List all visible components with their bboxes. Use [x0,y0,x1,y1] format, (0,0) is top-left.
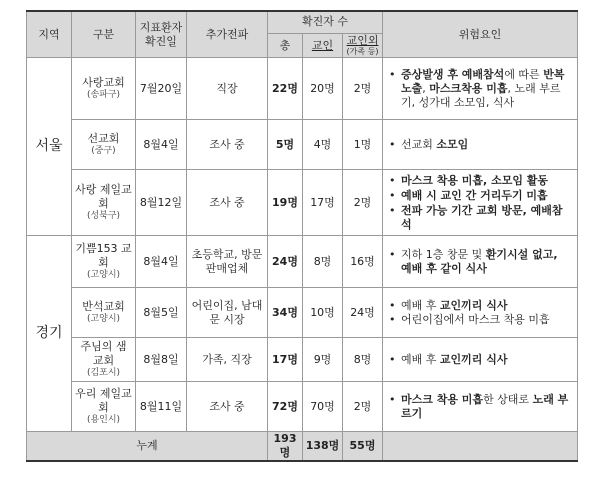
risk-text: 예배 시 교인 간 거리두기 미흡 [401,189,548,202]
header-region: 지역 [27,11,72,58]
church-name: 사랑 제일교회 [75,183,132,211]
risk-text: 증상발생 후 예배참석 [401,68,505,82]
header-type: 구분 [72,11,136,58]
total-cell: 17명 [268,338,303,382]
risk-text: 교인끼리 식사 [439,352,508,366]
risk-text: , 노래 부르기, 성가대 소모임, 식사 [401,81,561,109]
church-name: 사랑교회 [82,76,125,90]
header-index-date: 지표환자 확진일 [136,11,187,58]
non-believers-cell: 2명 [343,170,383,236]
believers-cell: 4명 [303,120,343,170]
risk-cell [383,58,578,120]
church-location: (송파구) [86,90,121,100]
header-non-believers: 교인외 (가족 등) [343,33,383,58]
header-risk: 위험요인 [383,11,578,58]
risk-text: 예배 후 [401,352,440,366]
risk-item [389,248,571,276]
header-believers: 교인 [303,33,343,58]
table-row [27,288,578,338]
region-cell: 경기 [27,236,72,432]
index-date-cell: 7월20일 [136,58,187,120]
table-row [27,338,578,382]
risk-text: 선교회 [401,137,437,151]
church-cluster-table [26,10,578,462]
risk-text: 소모임 [436,137,469,151]
risk-text: 전파 가능 기간 교회 방문, 예배참석 [401,203,563,231]
risk-cell [383,236,578,288]
total-cell: 22명 [268,58,303,120]
table-row [27,120,578,170]
believers-cell: 20명 [303,58,343,120]
church-location: (김포시) [86,367,121,378]
risk-cell [383,288,578,338]
risk-text: 마스크 착용 미흡 [401,393,484,406]
risk-item [389,393,571,421]
risk-item [389,313,571,327]
total-risk-empty [383,432,578,461]
church-cell [72,338,136,382]
spread-cell: 직장 [187,58,268,120]
index-date-cell: 8월11일 [136,382,187,432]
total-cell: 5명 [268,120,303,170]
risk-cell [383,120,578,170]
region-cell: 서울 [27,58,72,236]
risk-text: , [422,81,430,95]
table-container [26,10,578,462]
non-believers-cell: 2명 [343,58,383,120]
table-row [27,236,578,288]
church-name: 반석교회 [82,300,125,314]
non-believers-cell: 2명 [343,382,383,432]
church-cell [72,58,136,120]
risk-text: 환기시설 없고, 예배 후 같이 식사 [401,248,558,275]
risk-item [389,204,571,232]
church-cell [72,120,136,170]
index-date-cell: 8월8일 [136,338,187,382]
spread-cell: 조사 중 [187,120,268,170]
risk-text: 어린이집에서 마스크 착용 미흡 [401,313,550,327]
risk-item [389,138,571,152]
church-name: 기쁨153 교회 [75,242,132,270]
non-believers-cell: 24명 [343,288,383,338]
index-date-cell: 8월4일 [136,236,187,288]
risk-text: 마스크착용 미흡 [429,81,508,95]
church-cell [72,236,136,288]
header-cases: 확진자 수 [268,11,383,33]
church-name: 우리 제일교회 [75,387,132,415]
risk-text: 교인끼리 식사 [439,298,508,312]
risk-cell [383,170,578,236]
church-location: (성북구) [86,210,121,221]
table-row [27,58,578,120]
total-non-believers: 55명 [343,432,383,461]
spread-cell: 어린이집, 남대문 시장 [187,288,268,338]
believers-cell: 9명 [303,338,343,382]
church-cell [72,170,136,236]
total-cell: 24명 [268,236,303,288]
spread-cell: 조사 중 [187,170,268,236]
total-cell: 19명 [268,170,303,236]
index-date-cell: 8월4일 [136,120,187,170]
index-date-cell: 8월12일 [136,170,187,236]
spread-cell: 조사 중 [187,382,268,432]
risk-item [389,68,571,109]
non-believers-cell: 1명 [343,120,383,170]
risk-text: 지하 1층 창문 및 [401,248,486,261]
church-location: (고양시) [86,269,121,280]
risk-text: 노래 부르기 [401,393,569,420]
church-name: 선교회 [87,132,120,146]
risk-cell [383,382,578,432]
total-cell: 72명 [268,382,303,432]
header-total: 총 [268,33,303,58]
risk-text: 에 따른 [504,68,544,82]
church-location: (고양시) [86,314,121,324]
risk-item [389,299,571,313]
believers-cell: 10명 [303,288,343,338]
non-believers-cell: 8명 [343,338,383,382]
table-row [27,382,578,432]
church-name: 주님의 샘 교회 [80,340,127,368]
spread-cell: 가족, 직장 [187,338,268,382]
table-row [27,170,578,236]
total-label: 누계 [27,432,268,461]
church-location: (용인시) [86,414,121,425]
believers-cell: 8명 [303,236,343,288]
risk-item [389,189,571,203]
risk-cell [383,338,578,382]
risk-text: 반복 노출 [401,68,565,95]
total-sum: 193명 [268,432,303,461]
index-date-cell: 8월5일 [136,288,187,338]
total-row [27,432,578,461]
believers-cell: 17명 [303,170,343,236]
believers-cell: 70명 [303,382,343,432]
spread-cell: 초등학교, 방문판매업체 [187,236,268,288]
risk-item [389,353,571,367]
church-cell [72,288,136,338]
total-believers: 138명 [303,432,343,461]
header-spread: 추가전파 [187,11,268,58]
risk-item [389,174,571,188]
risk-text: 예배 후 [401,298,440,312]
risk-text: 마스크 착용 미흡, 소모임 활동 [401,174,549,188]
church-cell [72,382,136,432]
risk-text: 한 상태로 [483,393,533,406]
total-cell: 34명 [268,288,303,338]
church-location: (중구) [91,146,116,156]
non-believers-cell: 16명 [343,236,383,288]
